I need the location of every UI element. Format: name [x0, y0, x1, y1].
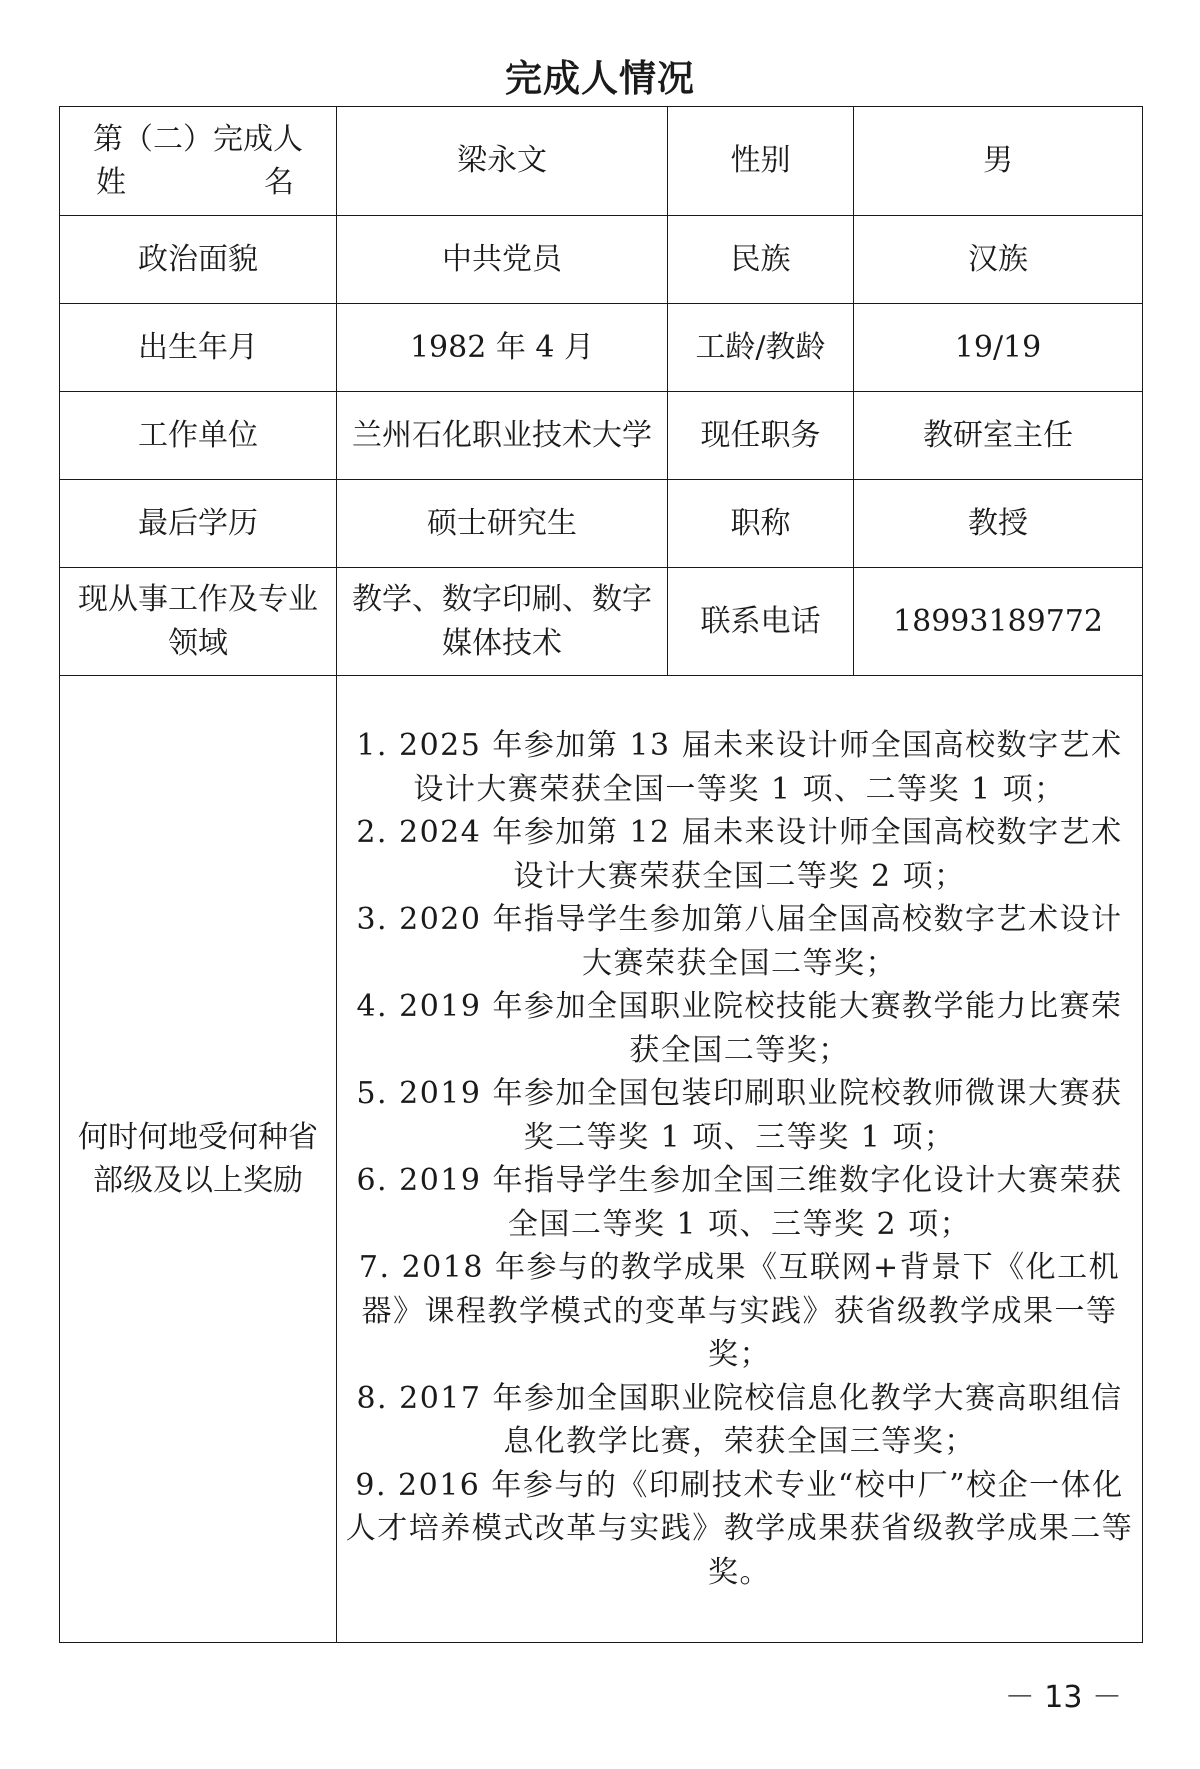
gender-value: 男 — [854, 107, 1143, 216]
education-label: 最后学历 — [60, 480, 337, 568]
award-item: 3. 2020 年指导学生参加第八届全国高校数字艺术设计大赛荣获全国二等奖； — [356, 902, 1123, 981]
award-item: 1. 2025 年参加第 13 届未来设计师全国高校数字艺术设计大赛荣获全国一等奖 1 项、二等奖 1 项； — [356, 728, 1123, 807]
name-label-line1: 第（二）完成人 — [93, 121, 303, 157]
title-label: 职称 — [668, 480, 854, 568]
name-label-char-2: 名 — [264, 165, 294, 200]
phone-value: 18993189772 — [854, 568, 1143, 676]
seniority-value: 19/19 — [854, 304, 1143, 392]
table-row — [60, 676, 1143, 1643]
position-label: 现任职务 — [668, 392, 854, 480]
gender-label: 性别 — [668, 107, 854, 216]
field-value: 教学、数字印刷、数字媒体技术 — [337, 568, 668, 676]
employer-value: 兰州石化职业技术大学 — [337, 392, 668, 480]
position-value: 教研室主任 — [854, 392, 1143, 480]
political-value: 中共党员 — [337, 216, 668, 304]
table-row — [60, 107, 1143, 216]
info-table — [59, 106, 1143, 1643]
page-number: － 13 － — [1004, 1680, 1122, 1715]
name-label-line2 — [68, 161, 328, 205]
education-value: 硕士研究生 — [337, 480, 668, 568]
award-item: 9. 2016 年参与的《印刷技术专业“校中厂”校企一体化人才培养模式改革与实践》教学成果获省级教学成果二等奖。 — [345, 1467, 1134, 1590]
page-title: 完成人情况 — [505, 57, 695, 100]
awards-list — [337, 676, 1143, 1643]
table-row — [60, 304, 1143, 392]
phone-label: 联系电话 — [668, 568, 854, 676]
table-row — [60, 216, 1143, 304]
birth-label: 出生年月 — [60, 304, 337, 392]
award-item: 7. 2018 年参与的教学成果《互联网+背景下《化工机器》课程教学模式的变革与实践》获省级教学成果一等奖； — [358, 1250, 1121, 1372]
name-label-char-1: 姓 — [96, 165, 126, 200]
name-value: 梁永文 — [337, 107, 668, 216]
ethnicity-value: 汉族 — [854, 216, 1143, 304]
table-row — [60, 392, 1143, 480]
award-item: 5. 2019 年参加全国包装印刷职业院校教师微课大赛获奖二等奖 1 项、三等奖 1 项； — [356, 1076, 1123, 1155]
award-item: 8. 2017 年参加全国职业院校信息化教学大赛高职组信息化教学比赛，荣获全国三等奖； — [356, 1380, 1123, 1459]
field-label: 现从事工作及专业领域 — [60, 568, 337, 676]
table-row — [60, 480, 1143, 568]
table-row — [60, 568, 1143, 676]
political-label: 政治面貌 — [60, 216, 337, 304]
award-item: 6. 2019 年指导学生参加全国三维数字化设计大赛荣获全国二等奖 1 项、三等奖 2 项； — [356, 1163, 1123, 1242]
ethnicity-label: 民族 — [668, 216, 854, 304]
employer-label: 工作单位 — [60, 392, 337, 480]
seniority-label: 工龄/教龄 — [668, 304, 854, 392]
award-item: 4. 2019 年参加全国职业院校技能大赛教学能力比赛荣获全国二等奖； — [356, 989, 1123, 1068]
award-item: 2. 2024 年参加第 12 届未来设计师全国高校数字艺术设计大赛荣获全国二等奖 2 项； — [356, 815, 1123, 894]
awards-label: 何时何地受何种省部级及以上奖励 — [60, 676, 337, 1643]
name-label-cell — [60, 107, 337, 216]
birth-value: 1982 年 4 月 — [337, 304, 668, 392]
title-value: 教授 — [854, 480, 1143, 568]
